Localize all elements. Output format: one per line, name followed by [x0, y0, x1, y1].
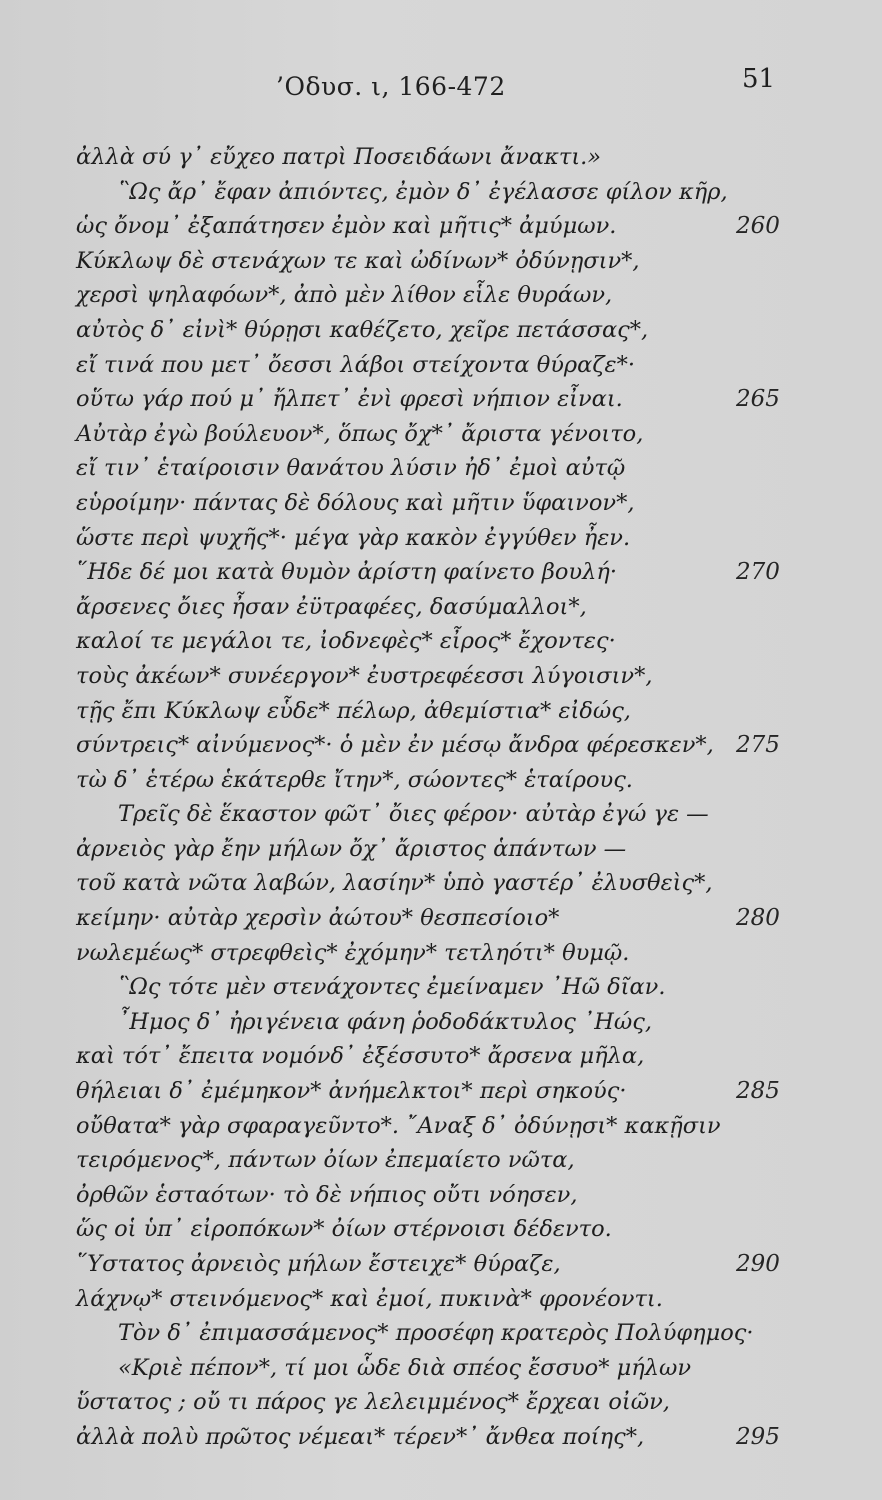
verse-line	[76, 244, 796, 279]
verse-line	[76, 348, 796, 383]
verse-line-text: ῝Ως τότε μὲν στενάχοντες ἐμείναμεν ᾽Ηῶ δῖαν.	[118, 974, 666, 1001]
verse-line-text: ὕστατος ; οὔ τι πάρος γε λελειμμένος* ἔρχεαι οἰῶν,	[76, 1389, 670, 1416]
verse-line-text: Τὸν δ᾽ ἐπιμασσάμενος* προσέφη κρατερὸς Πολύφημος·	[118, 1320, 754, 1347]
verse-line-text: ὥστε περὶ ψυχῆς*· μέγα γὰρ κακὸν ἐγγύθεν ἦεν.	[76, 524, 631, 551]
verse-line-text: λάχνῳ* στεινόμενος* καὶ ἐμοί, πυκινὰ* φρονέοντι.	[76, 1285, 663, 1312]
verse-line	[76, 486, 796, 521]
verse-line	[76, 451, 796, 486]
verse-line	[76, 382, 796, 417]
verse-line-text: οὔθατα* γὰρ σφαραγεῦντο*. ῎Αναξ δ᾽ ὀδύνῃσι* κακῇσιν	[76, 1112, 721, 1139]
verse-line	[76, 728, 796, 763]
verse-line-text: νωλεμέως* στρεφθεὶς* ἐχόμην* τετληότι* θυμῷ.	[76, 939, 630, 966]
verse-line	[76, 624, 796, 659]
verse-line-text: ὡς ὄνομ᾽ ἐξαπάτησεν ἐμὸν καὶ μῆτις* ἀμύμων.	[76, 213, 617, 240]
verse-line-text: καὶ τότ᾽ ἔπειτα νομόνδ᾽ ἐξέσσυτο* ἄρσενα μῆλα,	[76, 1043, 645, 1070]
line-number: 260	[736, 213, 780, 240]
verse-line-text: σύντρεις* αἰνύμενος*· ὁ μὲν ἐν μέσῳ ἄνδρα φέρεσκεν*,	[76, 732, 714, 759]
verse-line-text: ῝Ως ἄρ᾽ ἔφαν ἀπιόντες, ἐμὸν δ᾽ ἐγέλασσε φίλον κῆρ,	[118, 178, 728, 205]
verse-line-text: τοὺς ἀκέων* συνέεργον* ἐυστρεφέεσσι λύγοισιν*,	[76, 662, 653, 689]
verse-line-text: Τρεῖς δὲ ἕκαστον φῶτ᾽ ὄιες φέρον· αὐτὰρ ἐγώ γε —	[118, 801, 709, 828]
verse-line-text: εὑροίμην· πάντας δὲ δόλους καὶ μῆτιν ὕφαινον*,	[76, 489, 635, 516]
verse-line-text: εἴ τιν᾽ ἑταίροισιν θανάτου λύσιν ἠδ᾽ ἐμοὶ αὐτῷ	[76, 455, 626, 482]
verse-line	[76, 1109, 796, 1144]
verse-line	[76, 209, 796, 244]
verse-line-text: οὕτω γάρ πού μ᾽ ἤλπετ᾽ ἐνὶ φρεσὶ νήπιον εἶναι.	[76, 386, 623, 413]
verse-line	[76, 313, 796, 348]
verse-line	[76, 936, 796, 971]
verse-line	[76, 1247, 796, 1282]
verse-line	[76, 763, 796, 798]
verse-line-text: ἀλλὰ πολὺ πρῶτος νέμεαι* τέρεν*᾽ ἄνθεα ποίης*,	[76, 1423, 645, 1450]
verse-line-text: ἀλλὰ σύ γ᾽ εὔχεο πατρὶ Ποσειδάωνι ἄνακτι.»	[76, 144, 602, 170]
line-number: 285	[736, 1078, 780, 1105]
line-number: 290	[736, 1251, 780, 1277]
verse-line-text: «Κριὲ πέπον*, τί μοι ὧδε διὰ σπέος ἔσσυο* μήλων	[118, 1354, 692, 1381]
verse-line-text: Κύκλωψ δὲ στενάχων τε καὶ ὠδίνων* ὀδύνῃσιν*,	[76, 247, 640, 274]
verse-line	[76, 970, 796, 1005]
verse-line-text: Αὐτὰρ ἐγὼ βούλευον*, ὅπως ὄχ*᾽ ἄριστα γένοιτο,	[76, 420, 644, 447]
verse-line-text: αὐτὸς δ᾽ εἰνὶ* θύρῃσι καθέζετο, χεῖρε πετάσσας*,	[76, 316, 649, 343]
verse-line	[76, 694, 796, 729]
line-number: 265	[736, 386, 780, 413]
verse-line	[76, 866, 796, 901]
verse-line	[76, 140, 796, 175]
verse-line-text: εἴ τινά που μετ᾽ ὄεσσι λάβοι στείχοντα θύραζε*·	[76, 351, 636, 378]
verse-line	[76, 832, 796, 867]
verse-line-text: τὼ δ᾽ ἑτέρω ἑκάτερθε ἴτην*, σώοντες* ἑταίρους.	[76, 766, 633, 793]
verse-line	[76, 521, 796, 556]
verse-line	[76, 1316, 796, 1351]
line-number: 280	[736, 905, 780, 932]
verse-line-text: ῏Ημος δ᾽ ἠριγένεια φάνη ῥοδοδάκτυλος ᾽Ηώς,	[118, 1008, 652, 1035]
verse-line-text: κείμην· αὐτὰρ χερσὶν ἀώτου* θεσπεσίοιο*	[76, 905, 560, 932]
verse-line	[76, 555, 796, 590]
verse-line-text: ῞Υστατος ἀρνειὸς μήλων ἔστειχε* θύραζε,	[76, 1251, 561, 1277]
verse-line	[76, 659, 796, 694]
verse-line	[76, 1039, 796, 1074]
verse-line-text: ῞Ηδε δέ μοι κατὰ θυμὸν ἀρίστη φαίνετο βουλή·	[76, 559, 617, 586]
line-number: 275	[736, 732, 780, 759]
verse-line-text: ἄρσενες ὄιες ἦσαν ἐϋτραφέες, δασύμαλλοι*,	[76, 593, 587, 620]
verse-line-text: καλοί τε μεγάλοι τε, ἰοδνεφὲς* εἶρος* ἔχοντες·	[76, 628, 616, 655]
verse-line-text: θήλειαι δ᾽ ἐμέμηκον* ἀνήμελκτοι* περὶ σηκούς·	[76, 1078, 627, 1105]
verse-line	[76, 1385, 796, 1420]
verse-line	[76, 1074, 796, 1109]
verse-line	[76, 175, 796, 210]
verse-line	[76, 901, 796, 936]
verse-line	[76, 590, 796, 625]
verse-line	[76, 1351, 796, 1386]
verse-line-text: ὥς οἱ ὑπ᾽ εἰροπόκων* ὀίων στέρνοισι δέδεντο.	[76, 1216, 612, 1243]
verse-line-text: τῇς ἔπι Κύκλωψ εὗδε* πέλωρ, ἀθεμίστια* εἰδώς,	[76, 697, 631, 724]
verse-line	[76, 1005, 796, 1040]
verse-line	[76, 1212, 796, 1247]
verse-line	[76, 278, 796, 313]
verse-line-text: χερσὶ ψηλαφόων*, ἀπὸ μὲν λίθον εἷλε θυράων,	[76, 282, 613, 309]
verse-line-text: τοῦ κατὰ νῶτα λαβών, λασίην* ὑπὸ γαστέρ᾽ ἐλυσθεὶς*,	[76, 870, 713, 897]
verse-line-text: ἀρνειὸς γὰρ ἔην μήλων ὄχ᾽ ἄριστος ἁπάντων —	[76, 835, 627, 862]
verse-line	[76, 1143, 796, 1178]
verse-line	[76, 797, 796, 832]
verse-line	[76, 1178, 796, 1213]
line-number: 295	[736, 1423, 780, 1450]
page-number: 51	[742, 64, 776, 94]
verse-line-text: τειρόμενος*, πάντων ὀίων ἐπεμαίετο νῶτα,	[76, 1147, 575, 1174]
verse-line	[76, 1420, 796, 1455]
verse-line	[76, 417, 796, 452]
line-number: 270	[736, 559, 780, 586]
verse-line-text: ὀρθῶν ἑσταότων· τὸ δὲ νήπιος οὔτι νόησεν,	[76, 1181, 578, 1208]
verse-line	[76, 1282, 796, 1317]
running-title: ’Οδυσ. ι, 166-472	[276, 72, 506, 101]
verse-text-block	[76, 140, 796, 1455]
